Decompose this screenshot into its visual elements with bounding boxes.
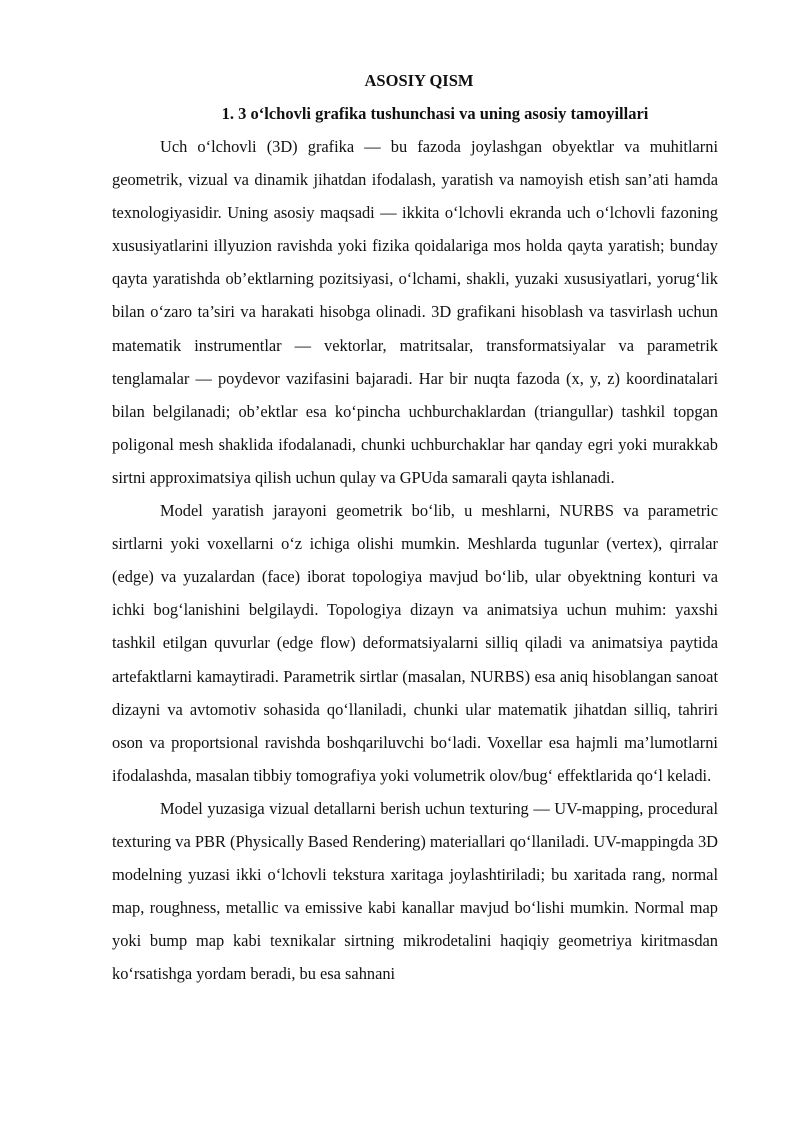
section-title: ASOSIY QISM xyxy=(364,71,474,90)
subsection-title: 1. 3 o‘lchovli grafika tushunchasi va uning asosiy tamoyillari xyxy=(221,104,649,123)
body-paragraph-1: Uch o‘lchovli (3D) grafika — bu fazoda joylashgan obyektlar va muhitlarni geometrik, vizual va dinamik jihatdan ifodalash, yaratish va namoyish etish san’ati hamda texnologiyasidir. Uning asosiy maqsadi — ikkita o‘lchovli ekranda uch o‘lchovli fazoning xususiyatlarini illyuzion ravishda yoki fizika qoidalariga mos holda qayta yaratish; bunday qayta yaratishda ob’ektlarning pozitsiyasi, o‘lchami, shakli, yuzaki xususiyatlari, yorug‘lik bilan o‘zaro ta’siri va harakati hisobga olinadi. 3D grafikani hisoblash va tasvirlash uchun matematik instrumentlar — vektorlar, matritsalar, transformatsiyalar va parametrik tenglamalar — poydevor vazifasini bajaradi. Har bir nuqta fazoda (x, y, z) koordinatalari bilan belgilanadi; ob’ektlar esa ko‘pincha uchburchaklardan (triangullar) tashkil topgan poligonal mesh shaklida ifodalanadi, chunki uchburchaklar har qanday egri yoki murakkab sirtni approximatsiya qilish uchun qulay va GPUda samarali qayta ishlanadi. xyxy=(112,137,718,487)
body-paragraph-3: Model yuzasiga vizual detallarni berish uchun texturing — UV-mapping, procedural texturing va PBR (Physically Based Rendering) materiallari qo‘llaniladi. UV-mappingda 3D modelning yuzasi ikki o‘lchovli tekstura xaritaga joylashtiriladi; bu xaritada rang, normal map, roughness, metallic va emissive kabi kanallar mavjud bo‘lishi mumkin. Normal map yoki bump map kabi texnikalar sirtning mikrodetalini haqiqiy geometriya kiritmasdan ko‘rsatishga yordam beradi, bu esa sahnani xyxy=(112,798,718,984)
body-paragraph-2: Model yaratish jarayoni geometrik bo‘lib, u meshlarni, NURBS va parametric sirtlarni yoki voxellarni o‘z ichiga olishi mumkin. Meshlarda tugunlar (vertex), qirralar (edge) va yuzalardan (face) iborat topologiya mavjud bo‘lib, ular obyektning konturi va ichki bog‘lanishini belgilaydi. Topologiya dizayn va animatsiya uchun muhim: yaxshi tashkil etilgan quvurlar (edge flow) deformatsiyalarni silliq qiladi va animatsiya paytida artefaktlarni kamaytiradi. Parametrik sirtlar (masalan, NURBS) esa aniq hisoblangan sanoat dizayni va avtomotiv sohasida qo‘llaniladi, chunki ular matematik jihatdan silliq, tahriri oson va proportsional ravishda boshqariluvchi bo‘ladi. Voxellar esa hajmli ma’lumotlarni ifodalashda, masalan tibbiy tomografiya yoki volumetrik olov/bug‘ effektlarida qo‘l keladi. xyxy=(112,501,718,785)
